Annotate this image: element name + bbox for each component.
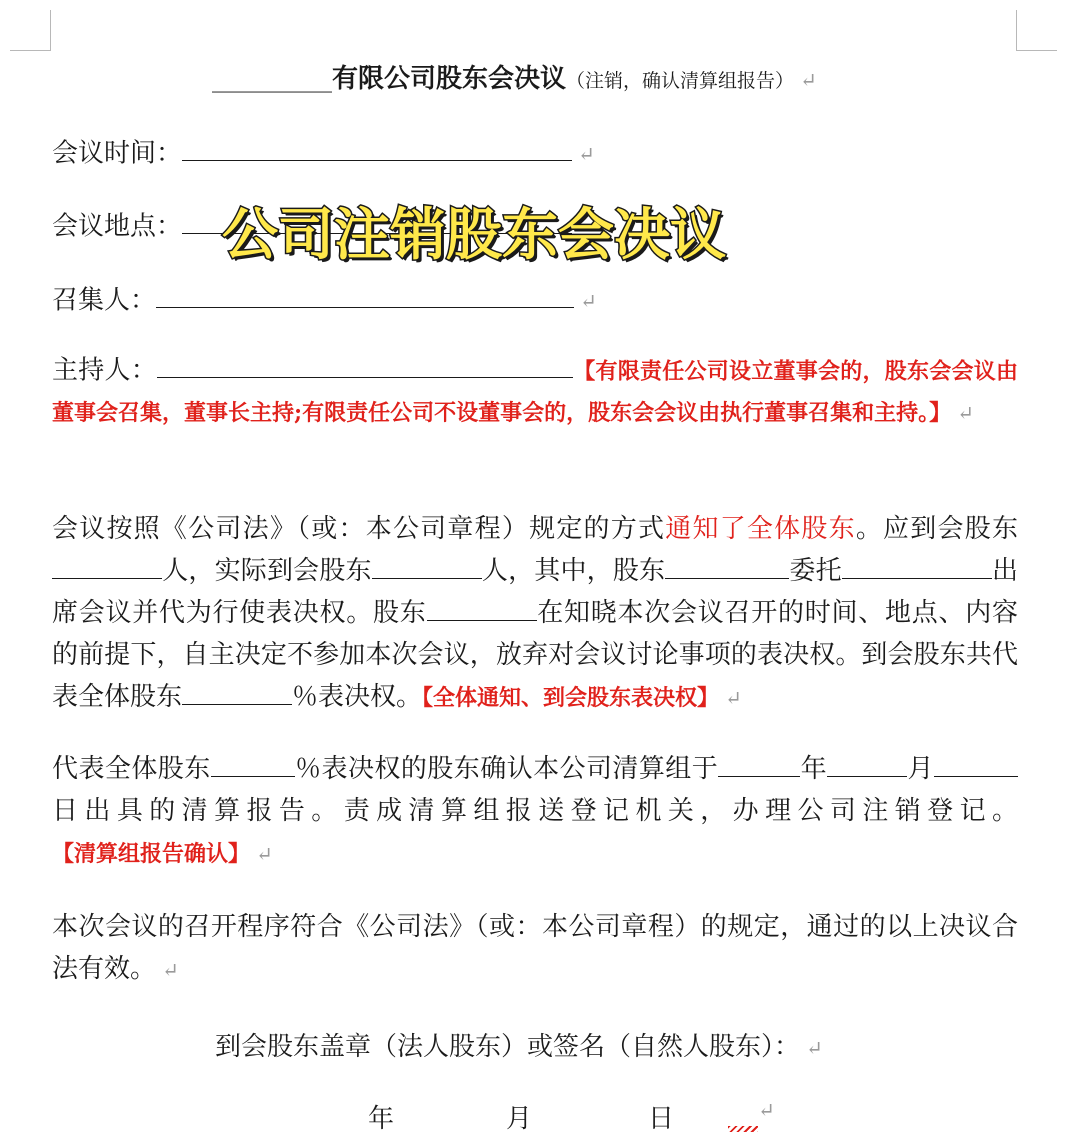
convener-label: 召集人：	[52, 285, 157, 316]
paragraph-mark-icon: ↵	[806, 1036, 823, 1060]
paragraph-mark-icon: ↵	[578, 142, 595, 167]
meeting-time-line[interactable]	[52, 133, 595, 171]
report-day-blank[interactable]	[934, 749, 1018, 777]
report-month-blank[interactable]	[827, 749, 907, 777]
actual-shareholders-blank[interactable]	[372, 551, 482, 579]
para2-text-1: 代表全体股东	[52, 754, 211, 784]
date-row[interactable]	[0, 1098, 1080, 1134]
margin-corner-top-right	[1016, 10, 1057, 51]
para1-note: 【全体通知、到会股东表决权】	[422, 685, 720, 711]
para2-text-3: 年	[800, 754, 828, 784]
document-title[interactable]	[212, 58, 912, 95]
confirm-percent-blank[interactable]	[211, 749, 295, 777]
para1-text-2: 。应到会股东	[855, 514, 1018, 544]
date-year: 年	[368, 1104, 395, 1134]
paragraph-mark-icon: ↵	[800, 68, 817, 92]
voting-percent-blank[interactable]	[182, 677, 292, 705]
liquidation-paragraph[interactable]	[52, 748, 1018, 875]
proxy-blank[interactable]	[842, 551, 992, 579]
paragraph-mark-icon: ↵	[957, 401, 974, 426]
paragraph-mark-icon: ↵	[725, 686, 742, 710]
meeting-place-label: 会议地点：	[52, 211, 183, 242]
para1-text-6: 出席会议并代为行使表决权。股东	[52, 556, 1018, 628]
para1-text-4: 人，其中，股东	[481, 556, 666, 586]
host-paragraph[interactable]	[52, 350, 1018, 434]
validity-paragraph[interactable]	[52, 906, 1018, 991]
para3-text: 本次会议的召开程序符合《公司法》（或：本公司章程）的规定，通过的以上决议合法有效。	[52, 912, 1018, 984]
signature-line[interactable]	[215, 1026, 823, 1063]
paragraph-mark-icon: ↵	[758, 1098, 775, 1122]
para1-text-8: ％表决权。	[292, 682, 423, 712]
title-company-blank: __________	[212, 65, 332, 93]
para1-text-1: 会议按照《公司法》（或：本公司章程）规定的方式	[52, 514, 666, 544]
para2-text-2: ％表决权的股东确认本公司清算组于	[294, 754, 719, 784]
para2-text-4: 月	[907, 754, 934, 784]
host-note: 【有限责任公司设立董事会的，股东会会议由董事会召集，董事长主持;有限责任公司不设董事会的，股东会会议由执行董事召集和主持。】	[52, 358, 1018, 427]
convener-line[interactable]	[52, 280, 597, 318]
overlay-headline: 公司注销股东会决议	[222, 203, 726, 268]
para1-text-5: 委托	[789, 556, 842, 586]
absent-shareholder-blank[interactable]	[427, 593, 537, 621]
report-year-blank[interactable]	[718, 749, 800, 777]
paragraph-mark-icon: ↵	[580, 289, 597, 314]
delegating-shareholder-blank[interactable]	[665, 551, 789, 579]
margin-corner-top-left	[10, 10, 51, 51]
para1-text-7: 在知晓本次会议召开的时间、地点、内容的前提下，自主决定不参加本次会议，放弃对会议讨论事项的表决权。到会股东共代表全体股东	[52, 598, 1018, 712]
expected-shareholders-blank[interactable]	[52, 551, 162, 579]
meeting-time-label: 会议时间：	[52, 138, 183, 169]
host-label: 主持人：	[52, 355, 157, 386]
date-month: 月	[506, 1104, 533, 1134]
para2-note: 【清算组报告确认】	[52, 841, 251, 867]
para1-text-3: 人，实际到会股东	[162, 556, 372, 586]
notify-all-shareholders: 通知了全体股东	[665, 514, 856, 544]
title-main: 有限公司股东会决议	[332, 64, 567, 94]
attendance-paragraph[interactable]	[52, 508, 1018, 719]
convener-blank[interactable]	[156, 280, 574, 308]
paragraph-mark-icon: ↵	[256, 842, 273, 866]
paragraph-mark-icon: ↵	[162, 958, 179, 982]
meeting-time-blank[interactable]	[182, 133, 572, 161]
host-blank[interactable]	[157, 350, 573, 378]
spellcheck-squiggle	[728, 1126, 758, 1132]
para2-text-5: 日出具的清算报告。责成清算组报送登记机关，办理公司注销登记。	[52, 796, 1018, 826]
title-note: （注销，确认清算组报告）	[566, 70, 795, 92]
signature-label: 到会股东盖章（法人股东）或签名（自然人股东）：	[215, 1032, 801, 1062]
date-day: 日	[648, 1104, 675, 1134]
